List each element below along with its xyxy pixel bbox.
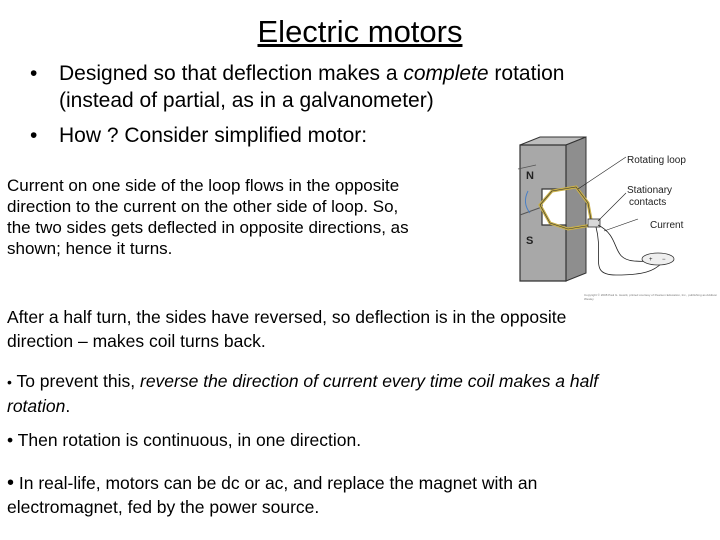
paragraph-real-life	[7, 471, 537, 519]
leader-contacts	[598, 193, 626, 221]
bullet-1-text-b: rotation	[488, 62, 565, 85]
p3-emphasis: reverse the direction of current every time coil makes a half	[140, 371, 599, 391]
p2-line-2: direction – makes coil turns back.	[7, 331, 266, 351]
stationary-contacts	[588, 219, 600, 227]
magnet-side-face	[566, 137, 586, 281]
bullet-designed	[30, 60, 670, 114]
battery	[642, 253, 674, 265]
bullet-dot: •	[30, 62, 38, 85]
p1-line-2: direction to the current on the other side of loop. So,	[7, 197, 399, 216]
p3-text-a: To prevent this,	[11, 371, 140, 391]
p3-emphasis-2: rotation	[7, 396, 66, 416]
leader-current	[604, 219, 638, 231]
bullet-dot: •	[30, 124, 38, 147]
p2-line-1: After a half turn, the sides have reversed, so deflection is in the opposite	[7, 307, 567, 327]
p3-bullet: •	[7, 374, 12, 390]
bullet-1-line2: (instead of partial, as in a galvanometer)	[59, 89, 434, 112]
battery-minus: −	[662, 257, 666, 263]
label-contacts: contacts	[629, 197, 667, 208]
wire-2	[596, 227, 662, 275]
paragraph-half-turn	[7, 305, 566, 353]
north-pole-label: N	[526, 170, 534, 182]
motor-diagram	[492, 133, 702, 301]
bullet-2-text: How ? Consider simplified motor:	[59, 124, 368, 147]
bullet-1-emphasis: complete	[403, 62, 489, 85]
p5-text-a: In real-life, motors can be dc or ac, and replace the magnet with an	[14, 473, 538, 493]
figure-credit: Copyright © 2008 Paul G. Hewitt, printed courtesy of Pearson Education, Inc., publishing as Addison Wesley	[584, 293, 718, 301]
p5-line-2: electromagnet, fed by the power source.	[7, 497, 320, 517]
p3-text-b: .	[65, 396, 71, 416]
label-stationary: Stationary	[627, 185, 673, 196]
south-pole-label: S	[526, 235, 534, 247]
battery-plus: +	[649, 257, 653, 263]
label-rotating-loop: Rotating loop	[627, 155, 686, 166]
paragraph-prevent	[7, 369, 598, 418]
bullet-1-text-a: Designed so that deflection makes a	[59, 62, 404, 85]
p1-line-3: the two sides gets deflected in opposite directions, as	[7, 218, 409, 237]
p1-line-1: Current on one side of the loop flows in the opposite	[7, 176, 400, 195]
p5-bullet: •	[7, 472, 15, 494]
paragraph-current	[7, 175, 409, 259]
label-current: Current	[650, 220, 684, 231]
slide-title: Electric motors	[257, 14, 463, 49]
p1-line-4: shown; hence it turns.	[7, 239, 173, 258]
paragraph-continuous: • Then rotation is continuous, in one direction.	[7, 430, 362, 450]
